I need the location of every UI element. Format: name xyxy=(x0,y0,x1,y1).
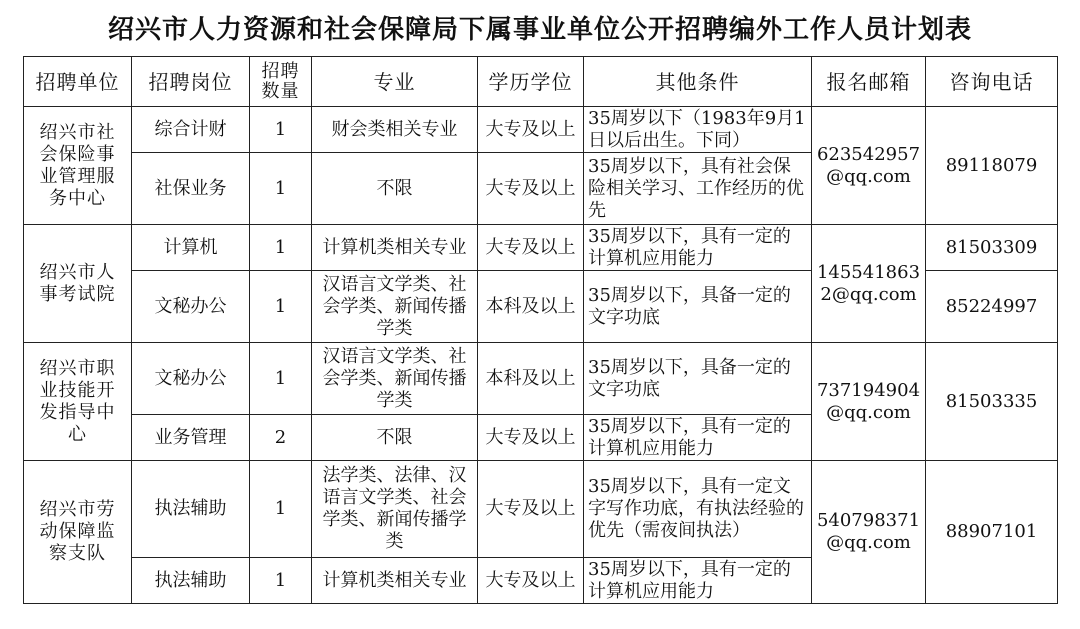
header-conditions: 其他条件 xyxy=(584,57,812,107)
post-cell: 文秘办公 xyxy=(132,271,250,343)
phone-cell: 85224997 xyxy=(926,271,1058,343)
unit-name: 绍兴市人事考试院 xyxy=(24,225,132,343)
post-cell: 社保业务 xyxy=(132,153,250,225)
header-count: 招聘数量 xyxy=(250,57,312,107)
email-cell: 1455418632@qq.com xyxy=(812,225,926,343)
header-email: 报名邮箱 xyxy=(812,57,926,107)
education-cell: 大专及以上 xyxy=(478,461,584,558)
education-cell: 大专及以上 xyxy=(478,153,584,225)
education-cell: 大专及以上 xyxy=(478,558,584,604)
major-cell: 不限 xyxy=(312,415,478,461)
major-cell: 汉语言文学类、社会学类、新闻传播学类 xyxy=(312,271,478,343)
conditions-cell: 35周岁以下，具备一定的文字功底 xyxy=(584,343,812,415)
conditions-cell: 35周岁以下，具有一定的计算机应用能力 xyxy=(584,415,812,461)
education-cell: 本科及以上 xyxy=(478,271,584,343)
post-cell: 业务管理 xyxy=(132,415,250,461)
post-cell: 综合计财 xyxy=(132,107,250,153)
count-cell: 1 xyxy=(250,271,312,343)
phone-cell: 81503309 xyxy=(926,225,1058,271)
count-cell: 2 xyxy=(250,415,312,461)
recruitment-table xyxy=(23,56,1058,604)
education-cell: 本科及以上 xyxy=(478,343,584,415)
header-major: 专业 xyxy=(312,57,478,107)
major-cell: 法学类、法律、汉语言文学类、社会学类、新闻传播学类 xyxy=(312,461,478,558)
education-cell: 大专及以上 xyxy=(478,107,584,153)
major-cell: 计算机类相关专业 xyxy=(312,558,478,604)
table-row xyxy=(24,461,1058,558)
email-cell: 737194904@qq.com xyxy=(812,343,926,461)
header-unit: 招聘单位 xyxy=(24,57,132,107)
post-cell: 执法辅助 xyxy=(132,558,250,604)
education-cell: 大专及以上 xyxy=(478,415,584,461)
major-cell: 计算机类相关专业 xyxy=(312,225,478,271)
conditions-cell: 35周岁以下，具有一定的计算机应用能力 xyxy=(584,558,812,604)
conditions-cell: 35周岁以下（1983年9月1日以后出生。下同） xyxy=(584,107,812,153)
major-cell: 财会类相关专业 xyxy=(312,107,478,153)
page-title: 绍兴市人力资源和社会保障局下属事业单位公开招聘编外工作人员计划表 xyxy=(107,15,972,45)
email-cell: 540798371@qq.com xyxy=(812,461,926,604)
phone-cell: 88907101 xyxy=(926,461,1058,604)
table-row xyxy=(24,107,1058,153)
count-cell: 1 xyxy=(250,153,312,225)
count-cell: 1 xyxy=(250,558,312,604)
post-cell: 文秘办公 xyxy=(132,343,250,415)
table-row xyxy=(24,343,1058,415)
education-cell: 大专及以上 xyxy=(478,225,584,271)
post-cell: 计算机 xyxy=(132,225,250,271)
count-cell: 1 xyxy=(250,225,312,271)
header-post: 招聘岗位 xyxy=(132,57,250,107)
count-cell: 1 xyxy=(250,343,312,415)
phone-cell: 81503335 xyxy=(926,343,1058,461)
unit-name: 绍兴市劳动保障监察支队 xyxy=(24,461,132,604)
major-cell: 汉语言文学类、社会学类、新闻传播学类 xyxy=(312,343,478,415)
header-phone: 咨询电话 xyxy=(926,57,1058,107)
email-cell: 623542957@qq.com xyxy=(812,107,926,225)
header-education: 学历学位 xyxy=(478,57,584,107)
post-cell: 执法辅助 xyxy=(132,461,250,558)
conditions-cell: 35周岁以下，具有一定文字写作功底，有执法经验的优先（需夜间执法） xyxy=(584,461,812,558)
table-row xyxy=(24,225,1058,271)
header-row xyxy=(24,57,1058,107)
unit-name: 绍兴市职业技能开发指导中心 xyxy=(24,343,132,461)
conditions-cell: 35周岁以下，具有社会保险相关学习、工作经历的优先 xyxy=(584,153,812,225)
major-cell: 不限 xyxy=(312,153,478,225)
count-cell: 1 xyxy=(250,461,312,558)
count-cell: 1 xyxy=(250,107,312,153)
phone-cell: 89118079 xyxy=(926,107,1058,225)
conditions-cell: 35周岁以下，具备一定的文字功底 xyxy=(584,271,812,343)
conditions-cell: 35周岁以下，具有一定的计算机应用能力 xyxy=(584,225,812,271)
unit-name: 绍兴市社会保险事业管理服务中心 xyxy=(24,107,132,225)
